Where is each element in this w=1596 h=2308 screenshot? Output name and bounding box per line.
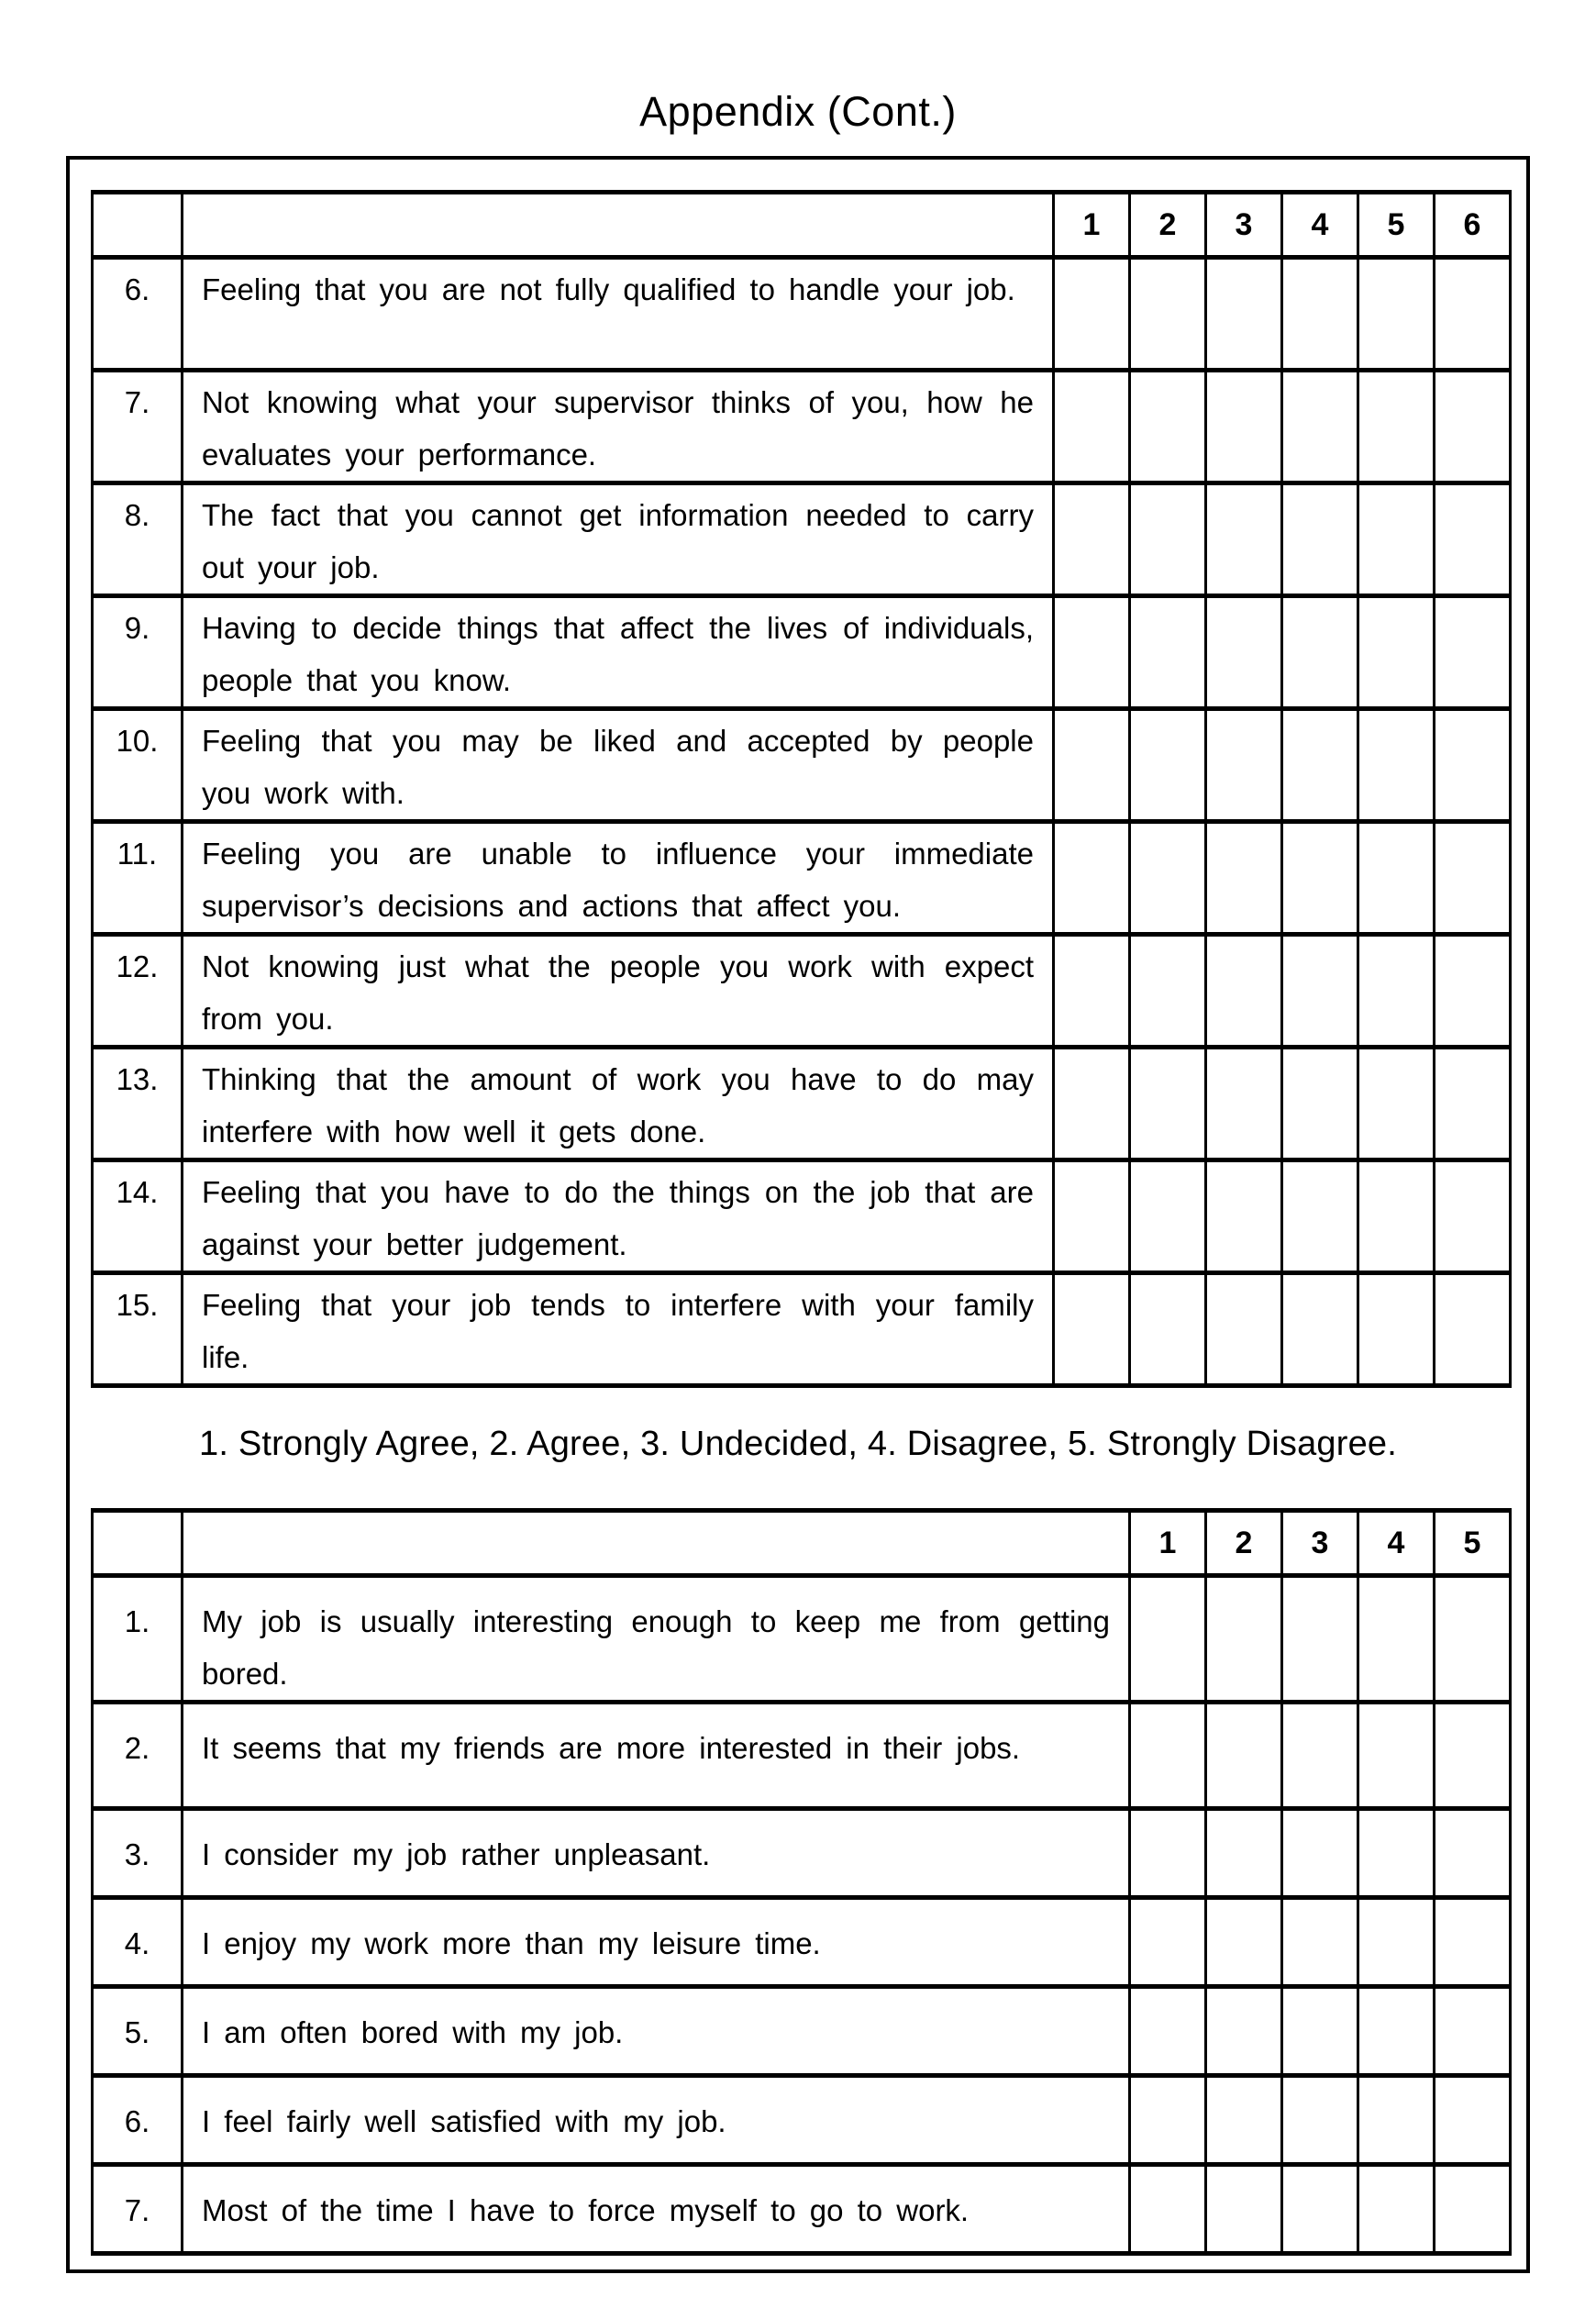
rating-cell-4[interactable] (1282, 483, 1358, 596)
rating-cell-1[interactable] (1054, 1048, 1130, 1160)
item-number: 7. (93, 2165, 183, 2254)
rating-cell-1[interactable] (1054, 1273, 1130, 1386)
rating-cell-6[interactable] (1435, 483, 1511, 596)
item-text: The fact that you cannot get information needed to carry out your job. (183, 483, 1054, 596)
satisfaction-table-body (93, 1576, 1511, 2254)
scale-header-1: 1 (1054, 193, 1130, 258)
rating-cell-5[interactable] (1358, 1048, 1435, 1160)
rating-cell-2[interactable] (1206, 1576, 1282, 1703)
rating-cell-2[interactable] (1130, 1273, 1206, 1386)
rating-cell-5[interactable] (1358, 1160, 1435, 1273)
scale-header-1: 1 (1130, 1511, 1206, 1576)
item-text: Feeling you are unable to influence your immediate supervisor’s decisions and actions that affect you. (183, 822, 1054, 935)
rating-cell-1[interactable] (1054, 935, 1130, 1048)
rating-cell-4[interactable] (1282, 596, 1358, 709)
rating-cell-2[interactable] (1130, 709, 1206, 822)
satisfaction-table (91, 1508, 1512, 2256)
rating-cell-3[interactable] (1206, 709, 1282, 822)
rating-cell-3[interactable] (1206, 822, 1282, 935)
questionnaire-row (93, 1273, 1511, 1386)
item-number: 3. (93, 1809, 183, 1898)
rating-cell-1[interactable] (1130, 2076, 1206, 2165)
rating-cell-2[interactable] (1130, 596, 1206, 709)
item-text: Feeling that you are not fully qualified to handle your job. (183, 258, 1054, 371)
item-text: I consider my job rather unpleasant. (183, 1809, 1130, 1898)
rating-cell-4[interactable] (1358, 1898, 1435, 1987)
rating-cell-1[interactable] (1130, 1898, 1206, 1987)
rating-cell-6[interactable] (1435, 371, 1511, 483)
rating-cell-3[interactable] (1206, 1273, 1282, 1386)
rating-cell-3[interactable] (1206, 935, 1282, 1048)
item-text: Feeling that you have to do the things on the job that are against your better judgement. (183, 1160, 1054, 1273)
rating-cell-2[interactable] (1130, 258, 1206, 371)
questionnaire-row (93, 1576, 1511, 1703)
rating-cell-5[interactable] (1435, 1576, 1511, 1703)
item-text: Having to decide things that affect the lives of individuals, people that you know. (183, 596, 1054, 709)
rating-cell-4[interactable] (1358, 1987, 1435, 2076)
item-number: 15. (93, 1273, 183, 1386)
rating-cell-1[interactable] (1054, 822, 1130, 935)
scale-header-2: 2 (1206, 1511, 1282, 1576)
rating-cell-6[interactable] (1435, 822, 1511, 935)
item-text: Not knowing what your supervisor thinks of you, how he evaluates your performance. (183, 371, 1054, 483)
rating-cell-5[interactable] (1435, 1987, 1511, 2076)
item-text: Feeling that you may be liked and accepted by people you work with. (183, 709, 1054, 822)
rating-cell-3[interactable] (1206, 483, 1282, 596)
item-number: 4. (93, 1898, 183, 1987)
questionnaire-row (93, 1809, 1511, 1898)
rating-cell-1[interactable] (1054, 596, 1130, 709)
scale-header-5: 5 (1435, 1511, 1511, 1576)
questionnaire-row (93, 258, 1511, 371)
rating-cell-3[interactable] (1282, 1809, 1358, 1898)
questionnaire-row (93, 2076, 1511, 2165)
corner-cell-item (183, 1511, 1130, 1576)
rating-cell-3[interactable] (1206, 1048, 1282, 1160)
questionnaire-row (93, 1987, 1511, 2076)
rating-cell-4[interactable] (1358, 1703, 1435, 1809)
rating-cell-6[interactable] (1435, 596, 1511, 709)
rating-cell-4[interactable] (1282, 935, 1358, 1048)
item-text: Feeling that your job tends to interfere with your family life. (183, 1273, 1054, 1386)
scale-header-3: 3 (1282, 1511, 1358, 1576)
rating-cell-4[interactable] (1282, 258, 1358, 371)
rating-cell-4[interactable] (1282, 709, 1358, 822)
rating-cell-4[interactable] (1282, 822, 1358, 935)
rating-cell-5[interactable] (1435, 1898, 1511, 1987)
rating-cell-2[interactable] (1130, 483, 1206, 596)
item-number: 6. (93, 258, 183, 371)
item-text: It seems that my friends are more interested in their jobs. (183, 1703, 1130, 1809)
rating-cell-2[interactable] (1206, 1987, 1282, 2076)
item-number: 9. (93, 596, 183, 709)
appendix-box (66, 156, 1530, 2273)
rating-cell-5[interactable] (1435, 2165, 1511, 2254)
rating-cell-5[interactable] (1358, 596, 1435, 709)
rating-cell-5[interactable] (1435, 2076, 1511, 2165)
rating-cell-1[interactable] (1130, 1987, 1206, 2076)
rating-cell-2[interactable] (1130, 371, 1206, 483)
scale-header-4: 4 (1358, 1511, 1435, 1576)
rating-cell-4[interactable] (1282, 371, 1358, 483)
rating-cell-1[interactable] (1130, 1703, 1206, 1809)
rating-cell-6[interactable] (1435, 1048, 1511, 1160)
rating-cell-4[interactable] (1282, 1048, 1358, 1160)
item-number: 12. (93, 935, 183, 1048)
rating-cell-3[interactable] (1282, 2165, 1358, 2254)
rating-cell-5[interactable] (1358, 258, 1435, 371)
rating-cell-5[interactable] (1358, 709, 1435, 822)
item-number: 13. (93, 1048, 183, 1160)
item-text: Thinking that the amount of work you have to do may interfere with how well it gets done. (183, 1048, 1054, 1160)
questionnaire-row (93, 935, 1511, 1048)
stress-table (91, 190, 1512, 1388)
rating-cell-5[interactable] (1358, 935, 1435, 1048)
item-number: 2. (93, 1703, 183, 1809)
rating-cell-2[interactable] (1206, 1809, 1282, 1898)
rating-cell-6[interactable] (1435, 1160, 1511, 1273)
rating-cell-3[interactable] (1206, 596, 1282, 709)
rating-cell-4[interactable] (1358, 2076, 1435, 2165)
scale-header-row (93, 193, 1511, 258)
rating-cell-3[interactable] (1206, 371, 1282, 483)
rating-cell-1[interactable] (1130, 1809, 1206, 1898)
rating-cell-3[interactable] (1282, 1703, 1358, 1809)
page-title: Appendix (Cont.) (639, 88, 957, 135)
rating-cell-4[interactable] (1358, 1576, 1435, 1703)
rating-cell-5[interactable] (1358, 1273, 1435, 1386)
corner-cell-number (93, 193, 183, 258)
rating-cell-2[interactable] (1206, 2165, 1282, 2254)
questionnaire-row (93, 1898, 1511, 1987)
corner-cell-number (93, 1511, 183, 1576)
rating-cell-5[interactable] (1435, 1703, 1511, 1809)
item-number: 11. (93, 822, 183, 935)
item-text: Most of the time I have to force myself to go to work. (183, 2165, 1130, 2254)
questionnaire-row (93, 1048, 1511, 1160)
item-number: 1. (93, 1576, 183, 1703)
rating-cell-6[interactable] (1435, 1273, 1511, 1386)
rating-cell-3[interactable] (1282, 2076, 1358, 2165)
item-text: I enjoy my work more than my leisure time. (183, 1898, 1130, 1987)
rating-cell-1[interactable] (1054, 258, 1130, 371)
rating-cell-6[interactable] (1435, 709, 1511, 822)
rating-cell-2[interactable] (1206, 2076, 1282, 2165)
questionnaire-row (93, 822, 1511, 935)
item-number: 5. (93, 1987, 183, 2076)
item-text: My job is usually interesting enough to keep me from getting bored. (183, 1576, 1130, 1703)
rating-cell-2[interactable] (1206, 1898, 1282, 1987)
rating-cell-3[interactable] (1282, 1898, 1358, 1987)
rating-cell-4[interactable] (1358, 1809, 1435, 1898)
rating-cell-5[interactable] (1358, 371, 1435, 483)
scale-header-6: 6 (1435, 193, 1511, 258)
rating-cell-6[interactable] (1435, 935, 1511, 1048)
questionnaire-row (93, 1160, 1511, 1273)
rating-cell-1[interactable] (1054, 1160, 1130, 1273)
item-number: 10. (93, 709, 183, 822)
rating-cell-4[interactable] (1282, 1273, 1358, 1386)
scale-header-3: 3 (1206, 193, 1282, 258)
item-text: I am often bored with my job. (183, 1987, 1130, 2076)
scale-header-row (93, 1511, 1511, 1576)
rating-cell-1[interactable] (1130, 1576, 1206, 1703)
scale-header-5: 5 (1358, 193, 1435, 258)
rating-cell-2[interactable] (1130, 1048, 1206, 1160)
stress-table-body (93, 258, 1511, 1386)
rating-cell-2[interactable] (1130, 822, 1206, 935)
rating-cell-1[interactable] (1054, 483, 1130, 596)
questionnaire-row (93, 2165, 1511, 2254)
questionnaire-row (93, 371, 1511, 483)
item-text: Not knowing just what the people you work with expect from you. (183, 935, 1054, 1048)
rating-cell-1[interactable] (1130, 2165, 1206, 2254)
rating-cell-3[interactable] (1206, 258, 1282, 371)
questionnaire-row (93, 709, 1511, 822)
rating-cell-2[interactable] (1130, 1160, 1206, 1273)
item-text: I feel fairly well satisfied with my job. (183, 2076, 1130, 2165)
questionnaire-row (93, 483, 1511, 596)
rating-cell-4[interactable] (1282, 1160, 1358, 1273)
rating-cell-3[interactable] (1282, 1987, 1358, 2076)
item-number: 14. (93, 1160, 183, 1273)
questionnaire-row (93, 1703, 1511, 1809)
corner-cell-item (183, 193, 1054, 258)
rating-cell-5[interactable] (1358, 822, 1435, 935)
rating-cell-1[interactable] (1054, 709, 1130, 822)
rating-cell-3[interactable] (1282, 1576, 1358, 1703)
rating-cell-3[interactable] (1206, 1160, 1282, 1273)
scale-header-4: 4 (1282, 193, 1358, 258)
scale-legend: 1. Strongly Agree, 2. Agree, 3. Undecided, 4. Disagree, 5. Strongly Disagree. (198, 1425, 1398, 1463)
scale-header-2: 2 (1130, 193, 1206, 258)
rating-cell-2[interactable] (1130, 935, 1206, 1048)
rating-cell-5[interactable] (1435, 1809, 1511, 1898)
rating-cell-2[interactable] (1206, 1703, 1282, 1809)
item-number: 7. (93, 371, 183, 483)
item-number: 6. (93, 2076, 183, 2165)
rating-cell-1[interactable] (1054, 371, 1130, 483)
rating-cell-6[interactable] (1435, 258, 1511, 371)
rating-cell-5[interactable] (1358, 483, 1435, 596)
questionnaire-row (93, 596, 1511, 709)
rating-cell-4[interactable] (1358, 2165, 1435, 2254)
item-number: 8. (93, 483, 183, 596)
